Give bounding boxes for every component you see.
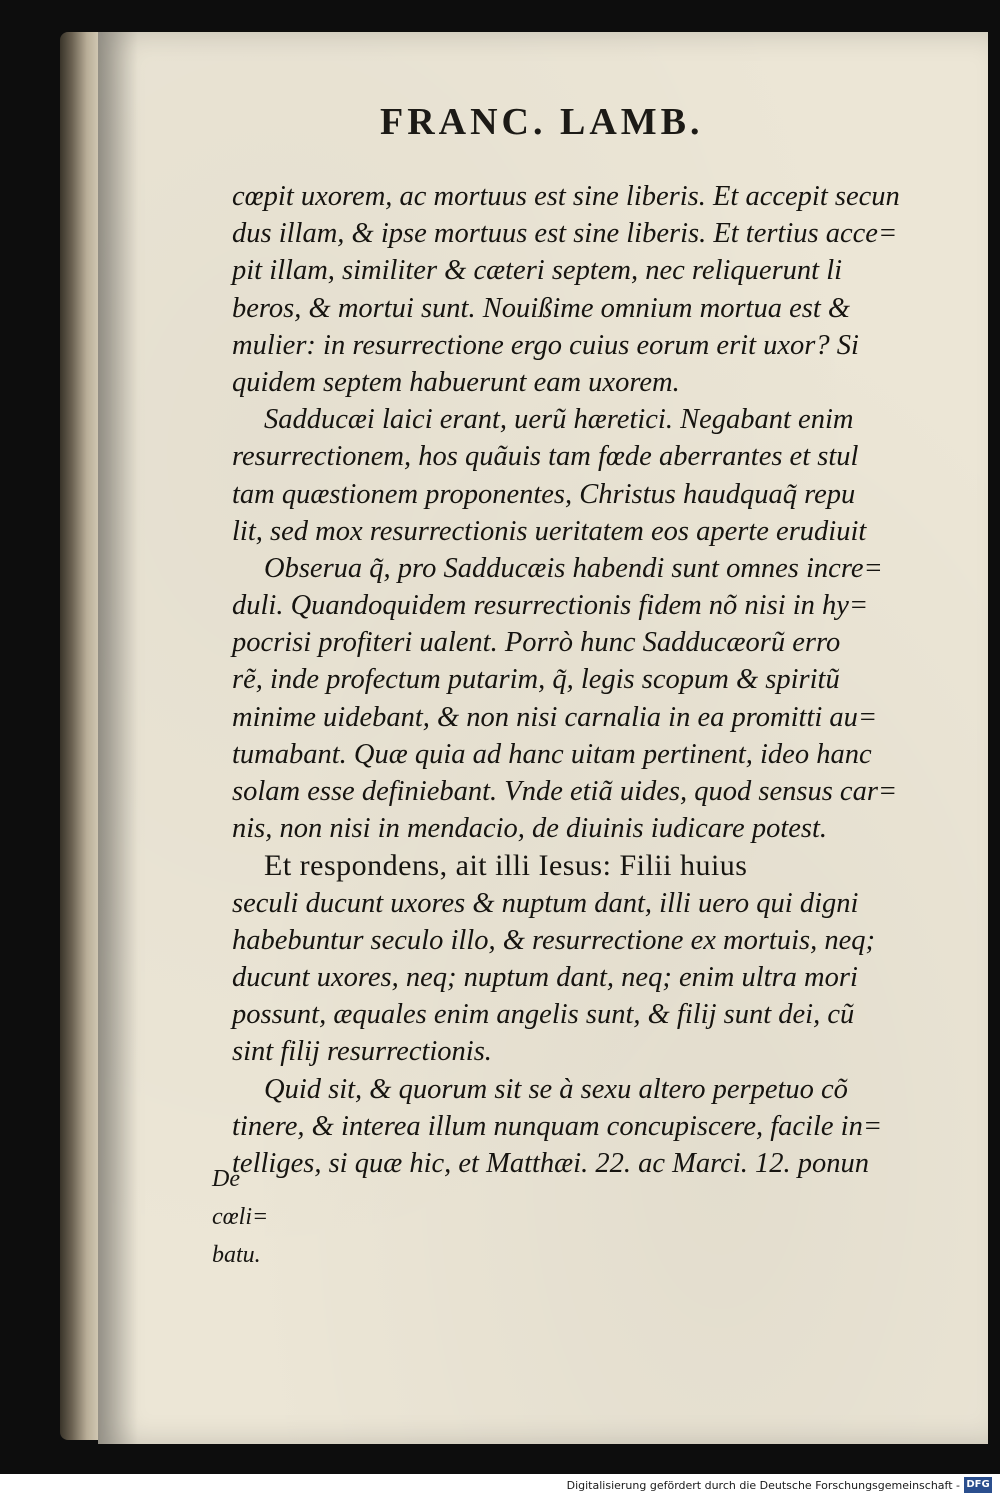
text-line: cœpit uxorem, ac mortuus est sine liberis. Et accepit secun: [232, 181, 900, 212]
text-line: mulier: in resurrectione ergo cuius eorum erit uxor? Si: [232, 329, 859, 361]
text-line: possunt, æquales enim angelis sunt, & filij sunt dei, cũ: [232, 999, 855, 1031]
text-line: nis, non nisi in mendacio, de diuinis iudicare potest.: [232, 813, 828, 845]
text-line: rẽ, inde profectum putarim, q̃, legis scopum & spiritũ: [232, 664, 840, 696]
text-line: Sadducæi laici erant, uerũ hæretici. Negabant enim: [264, 404, 854, 436]
text-line: quidem septem habuerunt eam uxorem.: [232, 366, 680, 398]
text-line: ducunt uxores, neq; nuptum dant, neq; enim ultra mori: [232, 961, 858, 993]
text-line: Et respondens, ait illi Iesus: Filii huius: [264, 849, 748, 883]
text-line: habebuntur seculo illo, & resurrectione ex mortuis, neq;: [232, 924, 875, 956]
text-line: duli. Quandoquidem resurrectionis fidem nõ nisi in hy=: [232, 590, 869, 622]
text-line: sint filij resurrectionis.: [232, 1036, 492, 1068]
text-line: telliges, si quæ hic, et Matthæi. 22. ac Marci. 12. ponun: [232, 1147, 869, 1179]
text-line: resurrectionem, hos quãuis tam fœde aberrantes et stul: [232, 441, 859, 473]
dfg-logo: DFG: [964, 1477, 992, 1493]
margin-note-line: batu.: [212, 1242, 261, 1268]
text-line: tumabant. Quæ quia ad hanc uitam pertinent, ideo hanc: [232, 738, 872, 770]
text-line: solam esse definiebant. Vnde etiã uides, quod sensus car=: [232, 776, 898, 807]
footer-bar: [0, 1474, 1000, 1498]
gutter-shadow: [98, 32, 138, 1444]
text-line: dus illam, & ipse mortuus est sine liberis. Et tertius acce=: [232, 218, 898, 250]
text-line: lit, sed mox resurrectionis ueritatem eos aperte erudiuit: [232, 515, 867, 547]
text-block: [232, 178, 952, 1182]
text-line: seculi ducunt uxores & nuptum dant, illi uero qui digni: [232, 887, 859, 919]
text-line: pit illam, similiter & cæteri septem, nec reliquerunt li: [232, 255, 843, 287]
text-line: tam quæstionem proponentes, Christus haudquaq̃ repu: [232, 478, 856, 510]
text-line: Quid sit, & quorum sit se à sexu altero perpetuo cõ: [264, 1073, 848, 1105]
margin-note: [212, 1160, 302, 1274]
text-line: Obserua q̃, pro Sadducæis habendi sunt omnes incre=: [264, 552, 883, 584]
running-head: FRANC. LAMB.: [380, 101, 704, 143]
margin-note-line: De cœli=: [212, 1166, 269, 1230]
text-line: pocrisi profiteri ualent. Porrò hunc Sadducæorũ erro: [232, 627, 841, 659]
text-line: beros, & mortui sunt. Nouißime omnium mortua est &: [232, 292, 851, 324]
footer-credit: Digitalisierung gefördert durch die Deutsche Forschungsgemeinschaft -: [566, 1479, 960, 1492]
text-line: tinere, & interea illum nunquam concupiscere, facile in=: [232, 1110, 883, 1142]
text-line: minime uidebant, & non nisi carnalia in ea promitti au=: [232, 701, 878, 733]
